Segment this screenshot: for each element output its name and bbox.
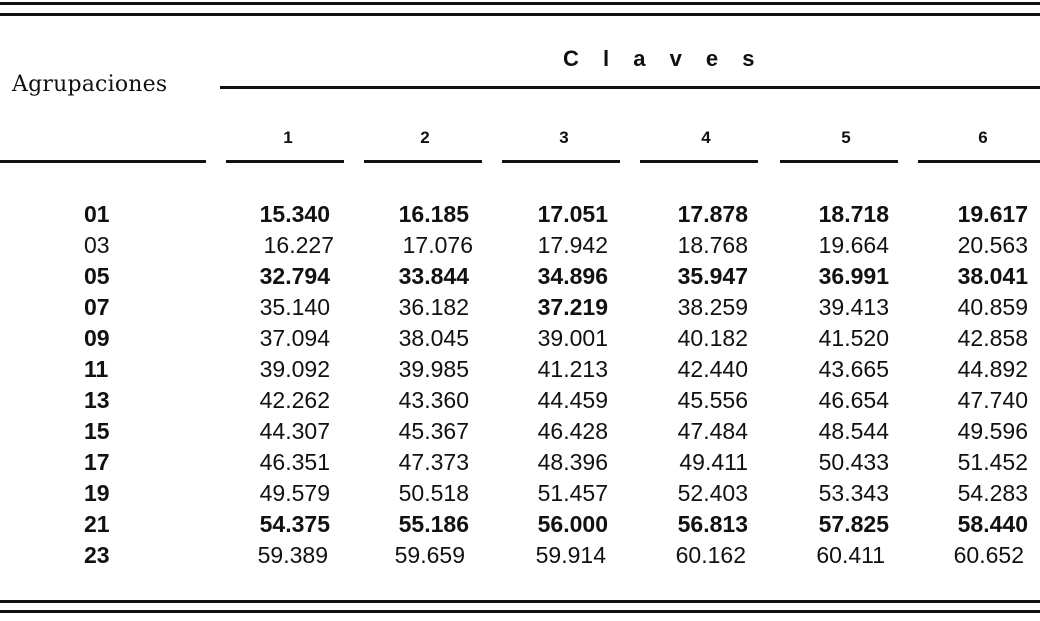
cell: 60.411	[816, 542, 885, 568]
row-key: 01	[84, 201, 110, 227]
cell: 17.051	[537, 201, 608, 227]
cell: 44.307	[259, 418, 330, 444]
cell: 46.351	[259, 449, 330, 475]
cell: 19.664	[818, 232, 889, 258]
cell: 56.000	[537, 511, 608, 537]
cell: 37.219	[537, 294, 608, 320]
cell: 38.041	[957, 263, 1028, 289]
cell: 40.859	[957, 294, 1028, 320]
cell: 48.396	[537, 449, 608, 475]
row-key: 19	[84, 480, 110, 506]
row-key: 03	[84, 232, 110, 258]
cell: 47.740	[957, 387, 1028, 413]
cell: 41.520	[818, 325, 889, 351]
cell: 44.459	[537, 387, 608, 413]
table-row	[0, 387, 1040, 414]
cell: 59.659	[394, 542, 465, 568]
cell: 54.283	[957, 480, 1028, 506]
cell: 49.596	[957, 418, 1028, 444]
cell: 18.718	[818, 201, 889, 227]
row-key: 11	[84, 356, 109, 382]
header-rule-col-4	[640, 160, 758, 163]
column-header-4: 4	[701, 128, 711, 147]
cell: 18.768	[677, 232, 748, 258]
cell: 39.001	[537, 325, 608, 351]
cell: 36.182	[398, 294, 469, 320]
cell: 38.259	[677, 294, 748, 320]
cell: 43.665	[818, 356, 889, 382]
table-row	[0, 418, 1040, 445]
row-key: 07	[84, 294, 110, 320]
cell: 57.825	[818, 511, 889, 537]
header-rule-col-1	[226, 160, 344, 163]
cell: 51.452	[957, 449, 1028, 475]
header-rule-col-6	[918, 160, 1040, 163]
cell: 19.617	[957, 201, 1028, 227]
cell: 20.563	[957, 232, 1028, 258]
cell: 16.185	[398, 201, 469, 227]
cell: 42.858	[957, 325, 1028, 351]
row-key: 23	[84, 542, 110, 568]
cell: 17.076	[402, 232, 473, 258]
cell: 51.457	[537, 480, 608, 506]
cell: 17.942	[537, 232, 608, 258]
cell: 35.947	[677, 263, 748, 289]
header-rule-col-3	[502, 160, 620, 163]
cell: 55.186	[398, 511, 469, 537]
cell: 45.367	[398, 418, 469, 444]
row-key: 21	[84, 511, 110, 537]
cell: 56.813	[677, 511, 748, 537]
column-header-5: 5	[841, 128, 851, 147]
cell: 33.844	[398, 263, 469, 289]
cell: 50.518	[398, 480, 469, 506]
cell: 41.213	[537, 356, 608, 382]
cell: 59.914	[535, 542, 606, 568]
cell: 34.896	[537, 263, 608, 289]
cell: 60.162	[675, 542, 746, 568]
cell: 32.794	[259, 263, 330, 289]
top-rule-outer	[0, 2, 1040, 5]
cell: 40.182	[677, 325, 748, 351]
cell: 47.373	[398, 449, 469, 475]
cell: 46.428	[537, 418, 608, 444]
cell: 39.985	[398, 356, 469, 382]
row-header: Agrupaciones	[12, 72, 168, 97]
column-header-2: 2	[420, 128, 430, 147]
cell: 45.556	[677, 387, 748, 413]
cell: 42.440	[677, 356, 748, 382]
table-row	[0, 542, 1040, 569]
table-row	[0, 480, 1040, 507]
row-key: 17	[84, 449, 110, 475]
header-rule-col-2	[364, 160, 482, 163]
bottom-rule-inner	[0, 610, 1040, 613]
cell: 46.654	[818, 387, 889, 413]
cell: 60.652	[953, 542, 1024, 568]
cell: 59.389	[257, 542, 328, 568]
row-key: 09	[84, 325, 110, 351]
table-row	[0, 356, 1040, 383]
table-row	[0, 325, 1040, 352]
cell: 48.544	[818, 418, 889, 444]
cell: 49.579	[259, 480, 330, 506]
cell: 54.375	[259, 511, 330, 537]
row-key: 05	[84, 263, 110, 289]
group-header: C l a v e s	[563, 46, 764, 71]
cell: 43.360	[398, 387, 469, 413]
group-header-rule	[220, 86, 1040, 89]
cell: 38.045	[398, 325, 469, 351]
table-row	[0, 232, 1040, 259]
table-row	[0, 294, 1040, 321]
table-row	[0, 263, 1040, 290]
table-row	[0, 449, 1040, 476]
cell: 42.262	[259, 387, 330, 413]
column-header-6: 6	[978, 128, 988, 147]
cell: 58.440	[957, 511, 1028, 537]
cell: 53.343	[818, 480, 889, 506]
row-key: 15	[84, 418, 110, 444]
cell: 47.484	[677, 418, 748, 444]
cell: 52.403	[677, 480, 748, 506]
cell: 50.433	[818, 449, 889, 475]
column-header-1: 1	[283, 128, 293, 147]
cell: 44.892	[957, 356, 1028, 382]
cell: 39.092	[259, 356, 330, 382]
table-row	[0, 201, 1040, 228]
cell: 15.340	[259, 201, 330, 227]
column-header-3: 3	[559, 128, 569, 147]
header-rule-col-5	[780, 160, 898, 163]
table-row	[0, 511, 1040, 538]
header-rule-agrupaciones	[0, 160, 206, 163]
cell: 36.991	[818, 263, 889, 289]
bottom-rule-outer	[0, 600, 1040, 603]
cell: 16.227	[263, 232, 334, 258]
row-key: 13	[84, 387, 110, 413]
cell: 17.878	[677, 201, 748, 227]
cell: 39.413	[818, 294, 889, 320]
cell: 37.094	[259, 325, 330, 351]
cell: 35.140	[259, 294, 330, 320]
top-rule-inner	[0, 13, 1040, 16]
cell: 49.411	[679, 449, 748, 475]
